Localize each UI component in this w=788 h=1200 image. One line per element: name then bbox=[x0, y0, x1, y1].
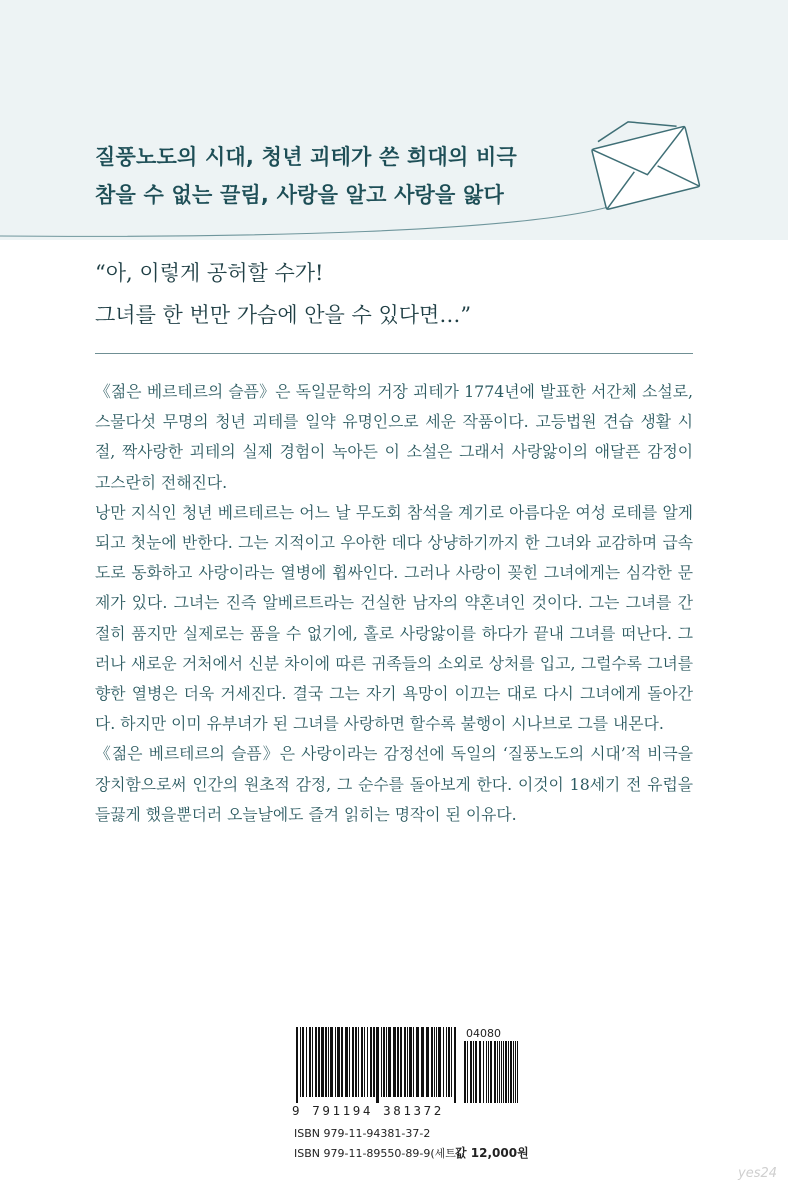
addon-bar bbox=[513, 1041, 514, 1103]
quote-line-1: “아, 이렇게 공허할 수가! bbox=[95, 261, 324, 285]
addon-bar bbox=[486, 1041, 487, 1103]
barcode-bar bbox=[407, 1027, 408, 1097]
addon-bar bbox=[517, 1041, 518, 1103]
synopsis-paragraph-1: 《젊은 베르테르의 슬픔》은 독일문학의 거장 괴테가 1774년에 발표한 서간체 소설로, 스물다섯 무명의 청년 괴테를 일약 유명인으로 세운 작품이다. 고등법원 견습 생활 시절, 짝사랑한 괴테의 실제 경험이 녹아든 이 소설은 그래서 사랑앓이의 애달픈 감정이 고스란히 전해진다. bbox=[95, 382, 693, 492]
addon-bar bbox=[515, 1041, 516, 1103]
addon-bar bbox=[473, 1041, 474, 1103]
isbn-main: ISBN 979-11-94381-37-2 bbox=[294, 1127, 431, 1140]
quote-line-2: 그녀를 한 번만 가슴에 안을 수 있다면…” bbox=[95, 303, 472, 327]
isbn-set: ISBN 979-11-89550-89-9(세트) bbox=[294, 1147, 461, 1160]
barcode-bar bbox=[318, 1027, 320, 1097]
addon-bar bbox=[497, 1041, 498, 1103]
barcode-bar bbox=[436, 1027, 437, 1097]
addon-bar bbox=[479, 1041, 481, 1103]
addon-bar bbox=[508, 1041, 509, 1103]
barcode-bar bbox=[335, 1027, 336, 1097]
barcode-bar bbox=[361, 1027, 363, 1097]
headline-line-1: 질풍노도의 시대, 청년 괴테가 쓴 희대의 비극 bbox=[95, 145, 517, 169]
barcode-bar bbox=[413, 1027, 414, 1097]
barcode-bar bbox=[416, 1027, 419, 1097]
barcode-bar bbox=[358, 1027, 359, 1097]
barcode-bar bbox=[337, 1027, 340, 1097]
barcode-bar bbox=[381, 1027, 382, 1097]
addon-bar bbox=[475, 1041, 477, 1103]
addon-bar bbox=[510, 1041, 512, 1103]
synopsis-paragraph-2: 낭만 지식인 청년 베르테르는 어느 날 무도회 참석을 계기로 아름다운 여성 로테를 알게 되고 첫눈에 반한다. 그는 지적이고 우아한 데다 상냥하기까지 한 그녀와 교감하며 급속도로 동화하고 사랑이라는 열병에 휩싸인다. 그러나 사랑이 꽂힌 그녀에게는 심각한 문제가 있다. 그녀는 진즉 알베르트라는 건실한 남자의 약혼녀인 것이다. 그는 그녀를 간절히 품지만 실제로는 품을 수 없기에, 홀로 사랑앓이를 하다가 끝내 그녀를 떠난다. 그러나 새로운 거처에서 신분 차이에 따른 귀족들의 소외로 상처를 입고, 그럴수록 그녀를 향한 열병은 더욱 거세진다. 결국 그는 자기 욕망이 이끄는 대로 다시 그녀에게 돌아간다. 하지만 이미 유부녀가 된 그녀를 사랑하면 할수록 불행이 시나브로 그를 내몬다. bbox=[95, 502, 693, 734]
addon-bar bbox=[483, 1041, 484, 1103]
barcode-digits: 9 791194 381372 bbox=[292, 1103, 444, 1118]
barcode-bar bbox=[306, 1027, 307, 1097]
barcode-bar bbox=[345, 1027, 348, 1097]
envelope-icon bbox=[0, 110, 788, 240]
barcode-bar bbox=[330, 1027, 333, 1097]
barcode-bar bbox=[454, 1027, 456, 1103]
barcode-bar bbox=[355, 1027, 357, 1097]
divider bbox=[95, 353, 693, 354]
barcode-bar bbox=[448, 1027, 450, 1097]
addon-bar bbox=[503, 1041, 504, 1103]
headline-line-2: 참을 수 없는 끌림, 사랑을 알고 사랑을 앓다 bbox=[95, 183, 505, 207]
barcode-bar bbox=[388, 1027, 391, 1097]
barcode-bar bbox=[409, 1027, 412, 1097]
addon-bar bbox=[464, 1041, 466, 1103]
barcode-bar bbox=[451, 1027, 452, 1097]
barcode-bar bbox=[312, 1027, 313, 1097]
barcode-bar bbox=[364, 1027, 365, 1097]
addon-bar bbox=[494, 1041, 496, 1103]
barcode-bar bbox=[321, 1027, 324, 1097]
barcode-bar bbox=[302, 1027, 304, 1097]
barcode-bar bbox=[328, 1027, 329, 1097]
barcode-bar bbox=[421, 1027, 424, 1097]
barcode-bar bbox=[325, 1027, 327, 1097]
price: 값 12,000원 bbox=[455, 1146, 529, 1160]
barcode-bar bbox=[397, 1027, 399, 1097]
synopsis-paragraph-3: 《젊은 베르테르의 슬픔》은 사랑이라는 감정선에 독일의 ‘질풍노도의 시대’적 비극을 장치함으로써 인간의 원초적 감정, 그 순수를 돌아보게 한다. 이것이 18세기 전 유럽을 들끓게 했을뿐더러 오늘날에도 즐겨 읽히는 명작이 된 이유다. bbox=[95, 744, 693, 824]
addon-bar bbox=[488, 1041, 489, 1103]
barcode-bar bbox=[404, 1027, 406, 1097]
barcode-bar bbox=[383, 1027, 385, 1097]
barcode-bar bbox=[315, 1027, 317, 1097]
barcode-bar bbox=[300, 1027, 301, 1097]
barcode-bar bbox=[349, 1027, 350, 1097]
barcode-bar bbox=[370, 1027, 372, 1097]
barcode-bar bbox=[431, 1027, 433, 1097]
barcode-bar bbox=[309, 1027, 311, 1097]
price-code: 04080 bbox=[466, 1027, 501, 1040]
addon-bar bbox=[499, 1041, 500, 1103]
barcode-bar bbox=[341, 1027, 343, 1097]
barcode-bar bbox=[367, 1027, 368, 1097]
barcode-bar bbox=[352, 1027, 354, 1097]
barcode-bar bbox=[438, 1027, 441, 1097]
addon-bar bbox=[467, 1041, 468, 1103]
barcode-bar bbox=[400, 1027, 402, 1097]
addon-bar bbox=[505, 1041, 507, 1103]
barcode-bar bbox=[393, 1027, 396, 1097]
barcode-bar bbox=[376, 1027, 379, 1103]
barcode-bar bbox=[446, 1027, 447, 1097]
barcode-bar bbox=[386, 1027, 387, 1097]
watermark: yes24 bbox=[738, 1166, 778, 1181]
barcode-bar bbox=[296, 1027, 298, 1103]
barcode-bar bbox=[434, 1027, 435, 1097]
barcode-bar bbox=[373, 1027, 375, 1097]
addon-bar bbox=[501, 1041, 502, 1103]
addon-bar bbox=[490, 1041, 492, 1103]
addon-bar bbox=[470, 1041, 472, 1103]
barcode-bar bbox=[426, 1027, 429, 1097]
barcode-bar bbox=[443, 1027, 444, 1097]
synopsis bbox=[95, 377, 693, 830]
